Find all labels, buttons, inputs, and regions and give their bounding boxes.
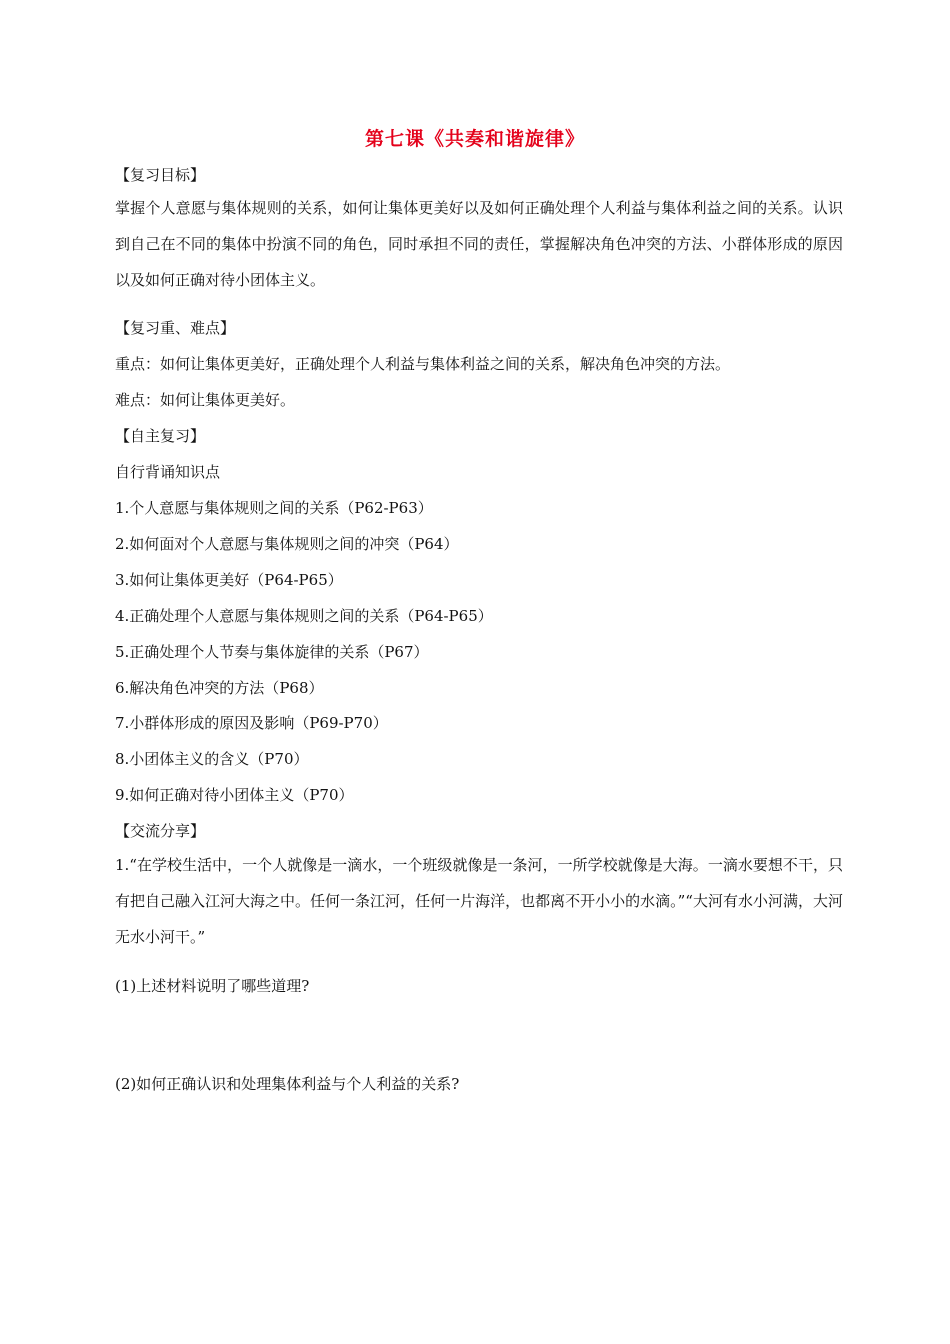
page-title: 第七课《共奏和谐旋律》 [364,128,585,150]
goals-body: 掌握个人意愿与集体规则的关系，如何让集体更美好以及如何正确处理个人利益与集体利益之间的关系。认识到自己在不同的集体中扮演不同的角色，同时承担不同的责任，掌握解决角色冲突的方法、小群体形成的原因以及如何正确对待小团体主义。 [115,199,843,289]
self-review-heading: 【自主复习】 [115,427,206,445]
list-item: 7.小群体形成的原因及影响（P69-P70） [115,714,388,732]
list-item: 8.小团体主义的含义（P70） [115,750,309,768]
exchange-material: 1.“在学校生活中，一个人就像是一滴水，一个班级就像是一条河，一所学校就像是大海。一滴水要想不干，只有把自己融入江河大海之中。任何一条江河，任何一片海洋，也都离不开小小的水滴。”“大河有水小河满，大河无水小河干。” [115,856,843,946]
list-item: 1.个人意愿与集体规则之间的关系（P62-P63） [115,499,433,517]
exchange-question-2: (2)如何正确认识和处理集体利益与个人利益的关系? [115,1075,460,1093]
exchange-question-1: (1)上述材料说明了哪些道理? [115,977,310,995]
exchange-heading: 【交流分享】 [115,822,206,840]
goals-heading: 【复习目标】 [115,166,206,184]
list-item: 2.如何面对个人意愿与集体规则之间的冲突（P64） [115,535,459,553]
list-item: 3.如何让集体更美好（P64-P65） [115,571,343,589]
key-points-focus: 重点：如何让集体更美好，正确处理个人利益与集体利益之间的关系，解决角色冲突的方法。 [115,355,731,373]
list-item: 6.解决角色冲突的方法（P68） [115,679,324,697]
list-item: 5.正确处理个人节奏与集体旋律的关系（P67） [115,643,429,661]
list-item: 9.如何正确对待小团体主义（P70） [115,786,354,804]
key-points-difficulty: 难点：如何让集体更美好。 [115,391,296,409]
list-item: 4.正确处理个人意愿与集体规则之间的关系（P64-P65） [115,607,493,625]
key-points-heading: 【复习重、难点】 [115,319,236,337]
self-review-intro: 自行背诵知识点 [115,463,221,481]
